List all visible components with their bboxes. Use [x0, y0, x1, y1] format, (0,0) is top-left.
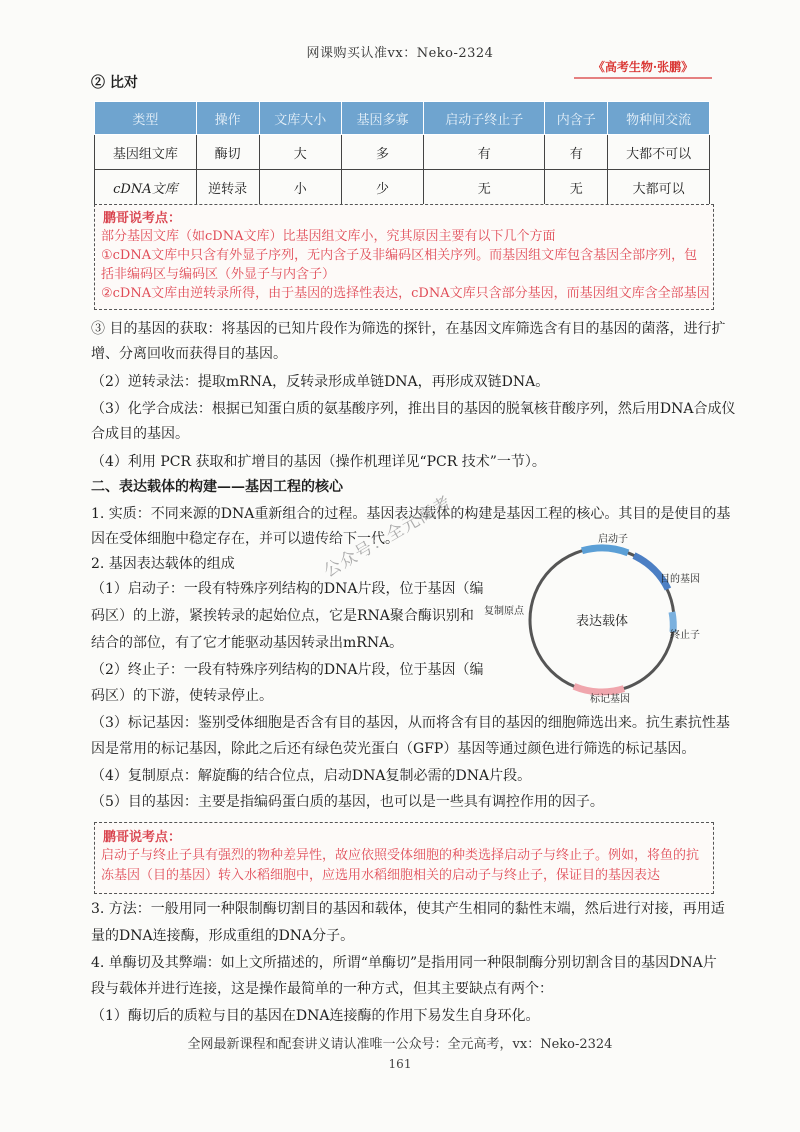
- kaodian-box-2: [94, 822, 714, 894]
- watermark-diagonal: 公众号：全元高考: [320, 492, 456, 582]
- paragraph: ③ 目的基因的获取：将基因的已知片段作为筛选的探针，在基因文库筛选含有目的基因的菌落，进行扩: [91, 321, 726, 337]
- header-badge: 《高考生物·张鹏》: [592, 60, 694, 74]
- table-row: [95, 170, 710, 205]
- paragraph: 量的DNA连接酶，形成重组的DNA分子。: [91, 928, 355, 944]
- table-cell: 少: [341, 170, 423, 205]
- table-cell: 多: [341, 135, 423, 170]
- table-cell: 无: [545, 170, 608, 205]
- kaodian-line: ①cDNA文库中只含有外显子序列，无内含子及非编码区相关序列。而基因组文库包含基因全部序列，包: [101, 248, 698, 263]
- table-header-cell: 类型: [95, 102, 197, 135]
- paragraph: 4. 单酶切及其弊端：如上文所描述的，所谓“单酶切”是指用同一种限制酶分别切割含目的基因DNA片: [91, 955, 717, 971]
- comparison-table: [94, 101, 710, 205]
- paragraph: 段与载体并进行连接，这是操作最简单的一种方式，但其主要缺点有两个：: [91, 981, 553, 997]
- table-cell: 逆转录: [196, 170, 259, 205]
- origin-label: 复制原点: [484, 606, 524, 617]
- kaodian-line: 部分基因文库（如cDNA文库）比基因组文库小，究其原因主要有以下几个方面: [101, 229, 556, 244]
- terminator-label: 终止子: [670, 630, 700, 641]
- diagram-center-label: 表达载体: [575, 614, 629, 629]
- promoter-label: 启动子: [598, 534, 628, 545]
- table-cell: 有: [424, 135, 545, 170]
- table-header-cell: 操作: [196, 102, 259, 135]
- target-gene-label: 目的基因: [660, 574, 700, 585]
- paragraph: 3. 方法：一般用同一种限制酶切割目的基因和载体，使其产生相同的黏性末端，然后进行对接，再用适: [91, 901, 725, 917]
- paragraph: （4）复制原点：解旋酶的结合位点，启动DNA复制必需的DNA片段。: [91, 768, 532, 784]
- section-compare: ② 比对: [91, 75, 138, 91]
- paragraph: （1）酶切后的质粒与目的基因在DNA连接酶的作用下易发生自身环化。: [91, 1008, 540, 1024]
- promoter-segment: [582, 548, 628, 553]
- kaodian-line: 启动子与终止子具有强烈的物种差异性，故应依照受体细胞的种类选择启动子与终止子。例如，将鱼的抗: [101, 848, 700, 863]
- paragraph: 码区）的下游，使转录停止。: [91, 688, 273, 704]
- paragraph: 2. 基因表达载体的组成: [91, 556, 235, 572]
- section-title: 二、表达载体的构建——基因工程的核心: [91, 479, 343, 495]
- paragraph: （2）终止子：一段有特殊序列结构的DNA片段，位于基因（编: [91, 662, 484, 678]
- paragraph: 合成目的基因。: [91, 426, 189, 442]
- table-header-cell: 文库大小: [259, 102, 341, 135]
- table-cell: 有: [545, 135, 608, 170]
- table-cell: 小: [259, 170, 341, 205]
- table-header-cell: 物种间交流: [608, 102, 710, 135]
- table-header-cell: 启动子终止子: [424, 102, 545, 135]
- marker-gene-label: 标记基因: [590, 694, 630, 705]
- page-number: 161: [388, 1057, 412, 1071]
- table-cell: 酶切: [196, 135, 259, 170]
- paragraph: （3）化学合成法：根据已知蛋白质的氨基酸序列，推出目的基因的脱氧核苷酸序列，然后用DNA合成仪: [91, 401, 736, 417]
- paragraph: 增、分离回收而获得目的基因。: [91, 346, 287, 362]
- paragraph: 因是常用的标记基因，除此之后还有绿色荧光蛋白（GFP）基因等通过颜色进行筛选的标记基因。: [91, 741, 696, 757]
- kaodian-title: 鹏哥说考点：: [103, 211, 182, 226]
- table-cell: 无: [424, 170, 545, 205]
- table-row: [95, 135, 710, 170]
- kaodian-line: 冻基因（目的基因）转入水稻细胞中，应选用水稻细胞相关的启动子与终止子，保证目的基因表达: [101, 868, 661, 883]
- table-header-cell: 基因多寡: [341, 102, 423, 135]
- paragraph: 因在受体细胞中稳定存在，并可以遗传给下一代。: [91, 531, 399, 547]
- terminator-segment: [672, 612, 673, 632]
- paragraph: （2）逆转录法：提取mRNA，反转录形成单链DNA，再形成双链DNA。: [91, 374, 550, 390]
- paragraph: （3）标记基因：鉴别受体细胞是否含有目的基因，从而将含有目的基因的细胞筛选出来。抗生素抗性基: [91, 715, 730, 731]
- paragraph: （4）利用 PCR 获取和扩增目的基因（操作机理详见“PCR 技术”一节）。: [91, 454, 546, 470]
- marker-gene-segment: [574, 686, 624, 692]
- kaodian-title: 鹏哥说考点：: [103, 830, 182, 845]
- watermark-top: 网课购买认准vx：Neko-2324: [306, 46, 494, 61]
- watermark-bottom: 全网最新课程和配套讲义请认准唯一公众号：全元高考，vx：Neko-2324: [187, 1037, 613, 1052]
- table-cell: 大都不可以: [608, 135, 710, 170]
- paragraph: 1. 实质：不同来源的DNA重新组合的过程。基因表达载体的构建是基因工程的核心。其目的是使目的基: [91, 506, 731, 522]
- header-underline: [574, 77, 712, 79]
- table-cell: 大: [259, 135, 341, 170]
- paragraph: （5）目的基因：主要是指编码蛋白质的基因，也可以是一些具有调控作用的因子。: [91, 794, 604, 810]
- table-cell: 大都可以: [608, 170, 710, 205]
- paragraph: （1）启动子：一段有特殊序列结构的DNA片段，位于基因（编: [91, 581, 484, 597]
- paragraph: 码区）的上游，紧挨转录的起始位点，它是RNA聚合酶识别和: [91, 608, 474, 624]
- table-cell: 基因组文库: [95, 135, 197, 170]
- table-cell: cDNA文库: [95, 170, 197, 205]
- table-header-row: [95, 102, 710, 135]
- expression-vector-diagram: [478, 532, 710, 706]
- kaodian-line: ②cDNA文库由逆转录所得，由于基因的选择性表达，cDNA文库只含部分基因，而基因组文库含全部基因: [101, 286, 710, 301]
- paragraph: 结合的部位，有了它才能驱动基因转录出mRNA。: [91, 635, 404, 651]
- kaodian-line: 括非编码区与编码区（外显子与内含子）: [101, 267, 336, 282]
- kaodian-box-1: [94, 204, 714, 310]
- table-header-cell: 内含子: [545, 102, 608, 135]
